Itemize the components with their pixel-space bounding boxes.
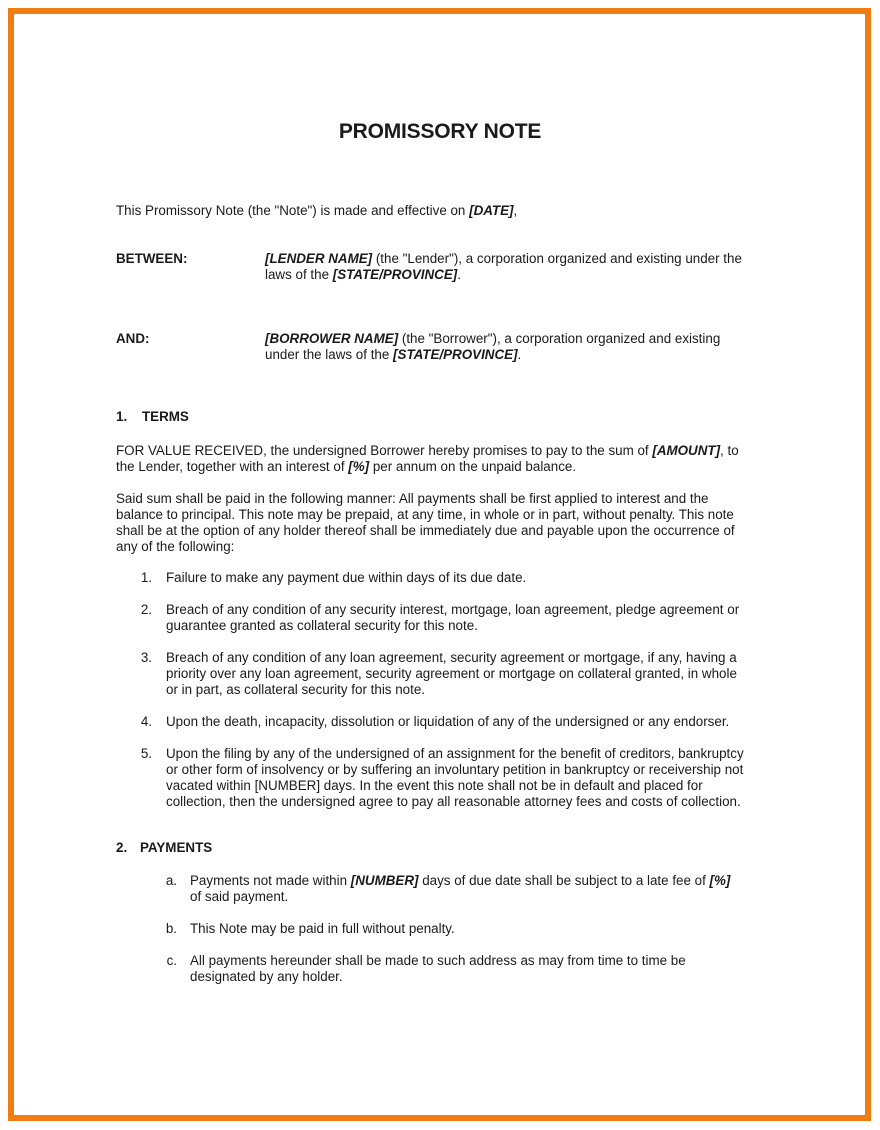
list-item-letter: b.: [165, 921, 177, 936]
intro-punct: ,: [513, 203, 518, 218]
terms-paragraph-2-line: shall be at the option of any holder thereof shall be immediately due and payable upon the occurrence of: [116, 523, 735, 538]
intro-text: This Promissory Note (the "Note") is made and effective on: [116, 203, 470, 218]
lender-line-2: [265, 267, 461, 283]
borrower-line-2: [265, 347, 521, 363]
and-label: AND:: [116, 331, 150, 346]
terms-p1-text: FOR VALUE RECEIVED, the undersigned Borrower hereby promises to pay to the sum of: [116, 443, 653, 458]
section-2-heading: PAYMENTS: [140, 840, 213, 855]
section-1-heading: TERMS: [142, 409, 189, 424]
list-item-line: Failure to make any payment due within days of its due date.: [166, 570, 527, 585]
borrower-punct: .: [517, 347, 522, 362]
lender-text: (the "Lender"), a corporation organized and existing under the: [372, 251, 742, 266]
terms-paragraph-2-line: any of the following:: [116, 539, 235, 554]
list-item-number: 5.: [140, 746, 152, 761]
lender-punct: .: [457, 267, 461, 282]
borrower-text: (the "Borrower"), a corporation organized and existing: [398, 331, 721, 346]
list-item-number: 2.: [140, 602, 152, 617]
list-item-line: priority over any loan agreement, security agreement or mortgage on collateral granted, in whole: [166, 666, 737, 681]
document-title: PROMISSORY NOTE: [338, 120, 542, 143]
list-item-line: vacated within [NUMBER] days. In the event this note shall not be in default and placed for: [166, 778, 703, 793]
list-item-line: Breach of any condition of any security interest, mortgage, loan agreement, pledge agreement or: [166, 602, 740, 617]
list-item-number: 4.: [140, 714, 152, 729]
lender-line-1: [265, 251, 785, 267]
terms-p1-to: , to: [720, 443, 739, 458]
borrower-line-1: [265, 331, 785, 347]
terms-paragraph-2-line: Said sum shall be paid in the following manner: All payments shall be first applied to interest and the: [116, 491, 709, 506]
borrower-state-placeholder: [STATE/PROVINCE]: [393, 347, 518, 362]
terms-p1-line2-end: per annum on the unpaid balance.: [369, 459, 577, 474]
payment-a-mid-text: days of due date shall be subject to a late fee of: [418, 873, 710, 888]
list-item-line: Breach of any condition of any loan agreement, security agreement or mortgage, if any, having a: [166, 650, 737, 665]
terms-paragraph-1-line-2: [116, 459, 576, 475]
section-1-number: 1.: [116, 409, 128, 424]
amount-placeholder: [AMOUNT]: [652, 443, 721, 458]
list-item-line: Upon the filing by any of the undersigned of an assignment for the benefit of creditors, bankruptcy: [166, 746, 744, 761]
list-item-line: Upon the death, incapacity, dissolution or liquidation of any of the undersigned or any endorser.: [166, 714, 730, 729]
payment-item-a-line-1: [190, 873, 790, 889]
payment-item-a-line-2: of said payment.: [190, 889, 289, 904]
list-item-letter: a.: [165, 873, 177, 888]
terms-p1-line2-text: the Lender, together with an interest of: [116, 459, 349, 474]
terms-paragraph-2-line: balance to principal. This note may be prepaid, at any time, in whole or in part, without penalty. This note: [116, 507, 734, 522]
payment-item-c-line-1: All payments hereunder shall be made to such address as may from time to time be: [190, 953, 686, 968]
list-item-line: or other form of insolvency or by suffering an involuntary petition in bankruptcy or receivership not: [166, 762, 744, 777]
list-item-line: collection, then the undersigned agree to pay all reasonable attorney fees and costs of collection.: [166, 794, 741, 809]
intro-line: [116, 203, 517, 219]
list-item-letter: c.: [166, 953, 177, 968]
section-2-number: 2.: [116, 840, 128, 855]
list-item-number: 3.: [140, 650, 152, 665]
list-item-number: 1.: [140, 570, 152, 585]
lender-laws-text: laws of the: [265, 267, 333, 282]
between-label: BETWEEN:: [116, 251, 188, 266]
list-item-line: or in part, as collateral security for this note.: [166, 682, 425, 697]
lender-state-placeholder: [STATE/PROVINCE]: [332, 267, 458, 282]
borrower-laws-text: under the laws of the: [265, 347, 394, 362]
date-placeholder: [DATE]: [469, 203, 514, 218]
interest-rate-placeholder: [%]: [348, 459, 370, 474]
list-item-line: guarantee granted as collateral security for this note.: [166, 618, 478, 633]
payment-item-c-line-2: designated by any holder.: [190, 969, 343, 984]
payment-item-b: This Note may be paid in full without penalty.: [190, 921, 455, 936]
days-placeholder: [NUMBER]: [350, 873, 419, 888]
lender-name-placeholder: [LENDER NAME]: [265, 251, 373, 266]
borrower-name-placeholder: [BORROWER NAME]: [265, 331, 399, 346]
late-fee-placeholder: [%]: [709, 873, 731, 888]
terms-paragraph-1-line-1: [116, 443, 776, 459]
payment-a-text: Payments not made within: [190, 873, 351, 888]
